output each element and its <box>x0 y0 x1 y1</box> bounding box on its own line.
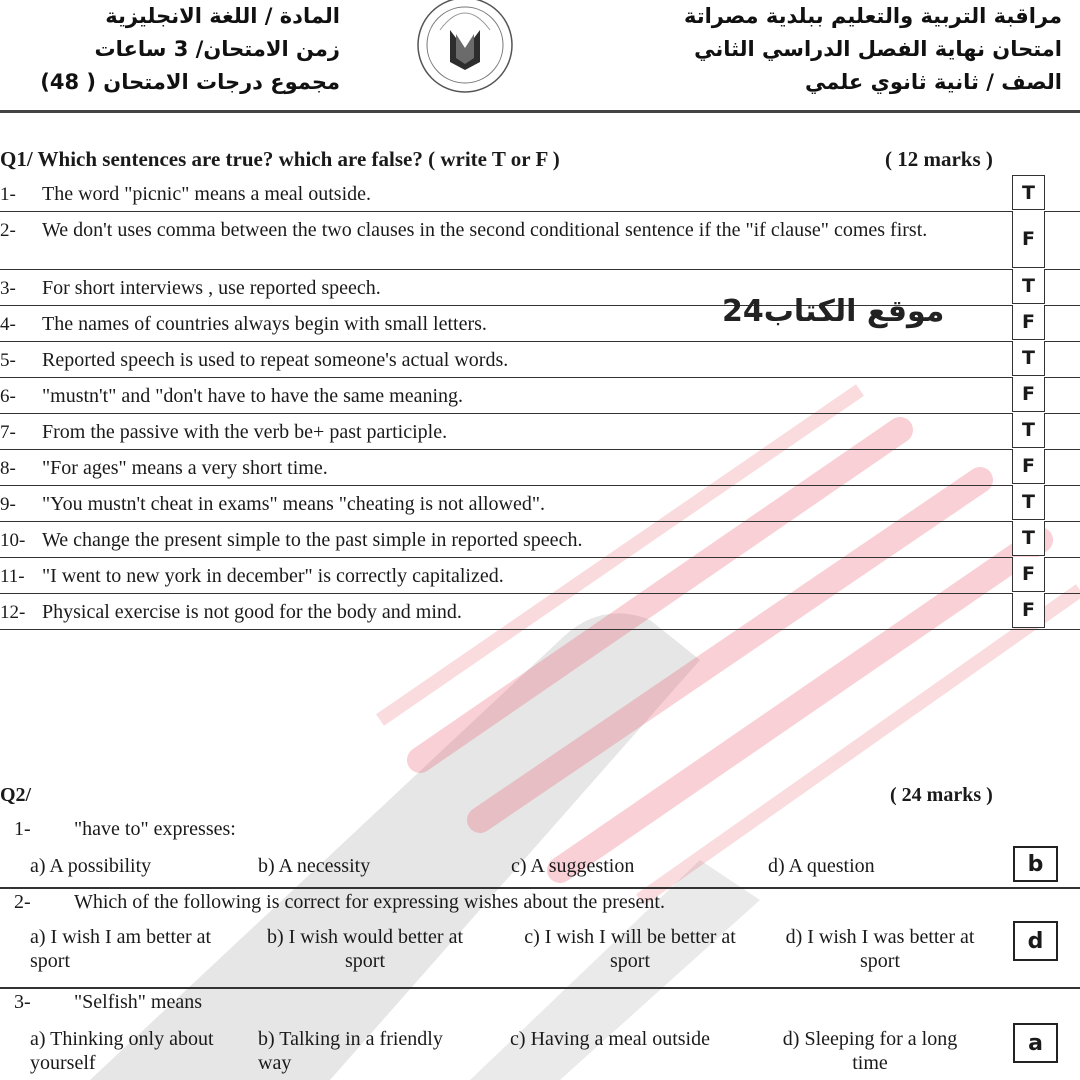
option-a[interactable]: a) A possibility <box>30 855 152 877</box>
answer-cell[interactable]: T <box>1012 269 1045 304</box>
question-text: "Selfish" means <box>74 991 202 1013</box>
table-row <box>0 378 1080 414</box>
statement-text: We don't uses comma between the two clauses in the second conditional sentence if the "if clause" comes first. <box>42 219 928 241</box>
item-number: 10- <box>0 530 26 551</box>
item-number: 11- <box>0 566 25 587</box>
question-number: 3- <box>14 991 31 1013</box>
site-watermark-label: موقع الكتاب24 <box>722 294 945 329</box>
table-row <box>0 342 1080 378</box>
answer-cell[interactable]: T <box>1012 341 1045 376</box>
question-text: Which of the following is correct for expressing wishes about the present. <box>74 891 665 913</box>
exam-header <box>0 0 1080 100</box>
statement-text: "You mustn't cheat in exams" means "cheating is not allowed". <box>42 493 546 515</box>
statement-text: For short interviews , use reported speech. <box>42 277 381 299</box>
table-row <box>0 176 1080 212</box>
answer-cell[interactable]: F <box>1012 557 1045 592</box>
statement-text: "For ages" means a very short time. <box>42 457 328 479</box>
answer-cell[interactable]: T <box>1012 413 1045 448</box>
statement-text: The names of countries always begin with small letters. <box>42 313 487 335</box>
answer-cell[interactable]: F <box>1012 593 1045 628</box>
item-number: 6- <box>0 386 16 407</box>
answer-cell[interactable]: F <box>1012 377 1045 412</box>
exam-name-line: امتحان نهاية الفصل الدراسي الثاني <box>694 37 1062 61</box>
question-divider <box>0 987 1080 989</box>
q2-marks: ( 24 marks ) <box>890 784 993 806</box>
item-number: 3- <box>0 278 16 299</box>
item-number: 2- <box>0 220 16 241</box>
option-b[interactable]: b) I wish would better at sport <box>266 926 464 972</box>
q1-heading <box>0 147 1080 172</box>
question-number: 1- <box>14 818 31 840</box>
answer-cell[interactable]: F <box>1012 305 1045 340</box>
answer-cell[interactable]: T <box>1012 175 1045 210</box>
q2-heading <box>0 784 1080 807</box>
option-a[interactable]: a) I wish I am better at sport <box>30 926 212 972</box>
true-false-table <box>0 176 1080 630</box>
class-line: الصف / ثانية ثانوي علمي <box>805 70 1062 94</box>
mc-question <box>0 818 1080 888</box>
question-stem <box>14 991 202 1014</box>
subject-info <box>40 0 340 99</box>
table-row <box>0 558 1080 594</box>
question-stem <box>14 891 665 914</box>
table-row <box>0 486 1080 522</box>
answer-cell[interactable]: T <box>1012 485 1045 520</box>
question-stem <box>14 818 236 841</box>
statement-text: "mustn't" and "don't have to have the same meaning. <box>42 385 464 407</box>
table-row <box>0 594 1080 630</box>
table-row <box>0 522 1080 558</box>
answer-cell[interactable]: F <box>1012 211 1045 268</box>
item-number: 12- <box>0 602 26 623</box>
ministry-logo-icon <box>410 0 520 98</box>
mc-question <box>0 991 1080 1080</box>
statement-text: "I went to new york in december" is correctly capitalized. <box>42 565 504 587</box>
option-b[interactable]: b) A necessity <box>258 855 371 877</box>
option-c[interactable]: c) Having a meal outside <box>510 1028 710 1050</box>
statement-text: Reported speech is used to repeat someone's actual words. <box>42 349 509 371</box>
authority-info <box>642 0 1062 99</box>
answer-box[interactable]: d <box>1013 921 1058 961</box>
header-divider <box>0 110 1080 113</box>
answer-cell[interactable]: F <box>1012 449 1045 484</box>
option-b[interactable]: b) Talking in a friendly way <box>258 1028 443 1074</box>
item-number: 1- <box>0 184 16 205</box>
table-row <box>0 414 1080 450</box>
option-c[interactable]: c) I wish I will be better at sport <box>524 926 736 972</box>
option-d[interactable]: d) A question <box>768 855 875 877</box>
table-row <box>0 212 1080 270</box>
question-text: "have to" expresses: <box>74 818 236 840</box>
q1-title: Q1/ Which sentences are true? which are false? ( write T or F ) <box>0 147 560 171</box>
item-number: 5- <box>0 350 16 371</box>
statement-text: From the passive with the verb be+ past participle. <box>42 421 448 443</box>
duration-line: زمن الامتحان/ 3 ساعات <box>94 37 340 61</box>
answer-box[interactable]: a <box>1013 1023 1058 1063</box>
total-marks-line: مجموع درجات الامتحان ( 48) <box>40 70 340 94</box>
option-d[interactable]: d) Sleeping for a long time <box>782 1028 958 1074</box>
q2-title: Q2/ <box>0 784 32 806</box>
subject-line: المادة / اللغة الانجليزية <box>105 4 340 28</box>
answer-cell[interactable]: T <box>1012 521 1045 556</box>
statement-text: The word "picnic" means a meal outside. <box>42 183 372 205</box>
statement-text: We change the present simple to the past simple in reported speech. <box>42 529 583 551</box>
option-a[interactable]: a) Thinking only about yourself <box>30 1028 214 1074</box>
option-c[interactable]: c) A suggestion <box>511 855 635 877</box>
q1-marks: ( 12 marks ) <box>885 147 993 171</box>
item-number: 8- <box>0 458 16 479</box>
mc-question <box>0 891 1080 987</box>
authority-line: مراقبة التربية والتعليم ببلدية مصراتة <box>683 4 1062 28</box>
question-number: 2- <box>14 891 31 913</box>
item-number: 9- <box>0 494 16 515</box>
option-d[interactable]: d) I wish I was better at sport <box>785 926 975 972</box>
table-row <box>0 450 1080 486</box>
item-number: 7- <box>0 422 16 443</box>
answer-box[interactable]: b <box>1013 846 1058 882</box>
statement-text: Physical exercise is not good for the body and mind. <box>42 601 462 623</box>
item-number: 4- <box>0 314 16 335</box>
